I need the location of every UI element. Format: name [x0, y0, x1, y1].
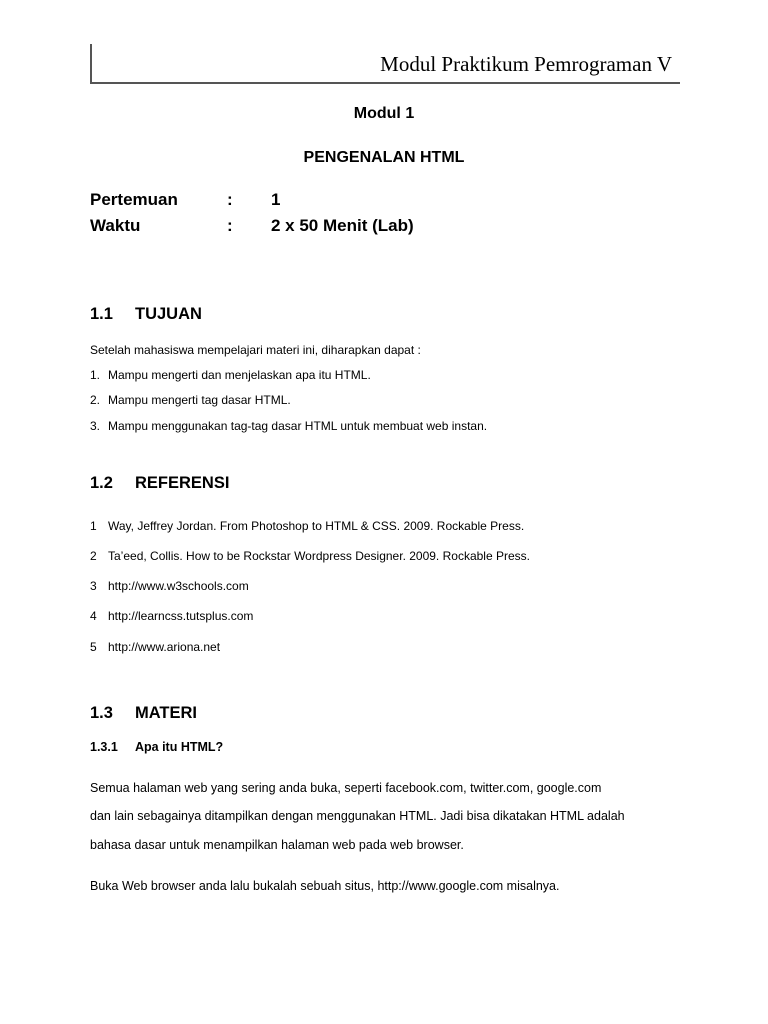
reference-number: 5 [90, 640, 97, 654]
reference-text: Way, Jeffrey Jordan. From Photoshop to HTML & CSS. 2009. Rockable Press. [108, 519, 525, 533]
reference-text: Ta’eed, Collis. How to be Rockstar Wordpress Designer. 2009. Rockable Press. [108, 549, 530, 563]
meta-waktu-label: Waktu [90, 216, 141, 235]
meta-waktu-value: 2 x 50 Menit (Lab) [271, 216, 414, 235]
reference-item [90, 640, 220, 654]
list-item-text: Mampu mengerti tag dasar HTML. [108, 393, 291, 407]
list-item [90, 419, 487, 433]
module-subtitle: PENGENALAN HTML [303, 149, 465, 166]
paragraph-line: dan lain sebagainya ditampilkan dengan menggunakan HTML. Jadi bisa dikatakan HTML adalah [90, 809, 625, 823]
paragraph-line: bahasa dasar untuk menampilkan halaman web pada web browser. [90, 838, 464, 852]
section-number: 1.3 [90, 704, 113, 722]
list-item-text: Mampu mengerti dan menjelaskan apa itu HTML. [108, 368, 371, 382]
list-item-number: 1. [90, 368, 101, 382]
reference-item [90, 519, 524, 533]
section-heading-materi [90, 704, 197, 723]
subsection-title: Apa itu HTML? [135, 740, 224, 754]
paragraph-line: Buka Web browser anda lalu bukalah sebuah situs, http://www.google.com misalnya. [90, 879, 560, 893]
meta-pertemuan-label: Pertemuan [90, 190, 178, 209]
list-item-number: 2. [90, 393, 101, 407]
reference-number: 2 [90, 549, 97, 563]
subsection-heading [90, 740, 223, 754]
list-item-text: Mampu menggunakan tag-tag dasar HTML untuk membuat web instan. [108, 419, 488, 433]
reference-item [90, 579, 249, 593]
section-heading-referensi [90, 474, 229, 493]
reference-item [90, 609, 253, 623]
section-title: REFERENSI [135, 474, 230, 492]
reference-number: 3 [90, 579, 97, 593]
section-title: MATERI [135, 704, 198, 722]
reference-item [90, 549, 530, 563]
section-title: TUJUAN [135, 305, 202, 323]
reference-number: 4 [90, 609, 97, 623]
header-title: Modul Praktikum Pemrograman V [380, 52, 672, 76]
list-item [90, 368, 371, 382]
section-heading-tujuan [90, 305, 202, 324]
meta-waktu-colon: : [227, 216, 233, 235]
subsection-number: 1.3.1 [90, 740, 118, 754]
meta-pertemuan-value: 1 [271, 190, 281, 209]
reference-text: http://www.w3schools.com [108, 579, 249, 593]
reference-number: 1 [90, 519, 97, 533]
module-title: Modul 1 [353, 105, 415, 122]
section-number: 1.2 [90, 474, 113, 492]
list-item [90, 393, 291, 407]
section-number: 1.1 [90, 305, 113, 323]
page-header [90, 44, 680, 84]
meta-pertemuan-colon: : [227, 190, 233, 209]
paragraph-line: Semua halaman web yang sering anda buka, seperti facebook.com, twitter.com, google.com [90, 781, 602, 795]
reference-text: http://www.ariona.net [108, 640, 221, 654]
tujuan-intro: Setelah mahasiswa mempelajari materi ini, diharapkan dapat : [90, 343, 421, 357]
reference-text: http://learncss.tutsplus.com [108, 609, 254, 623]
list-item-number: 3. [90, 419, 101, 433]
